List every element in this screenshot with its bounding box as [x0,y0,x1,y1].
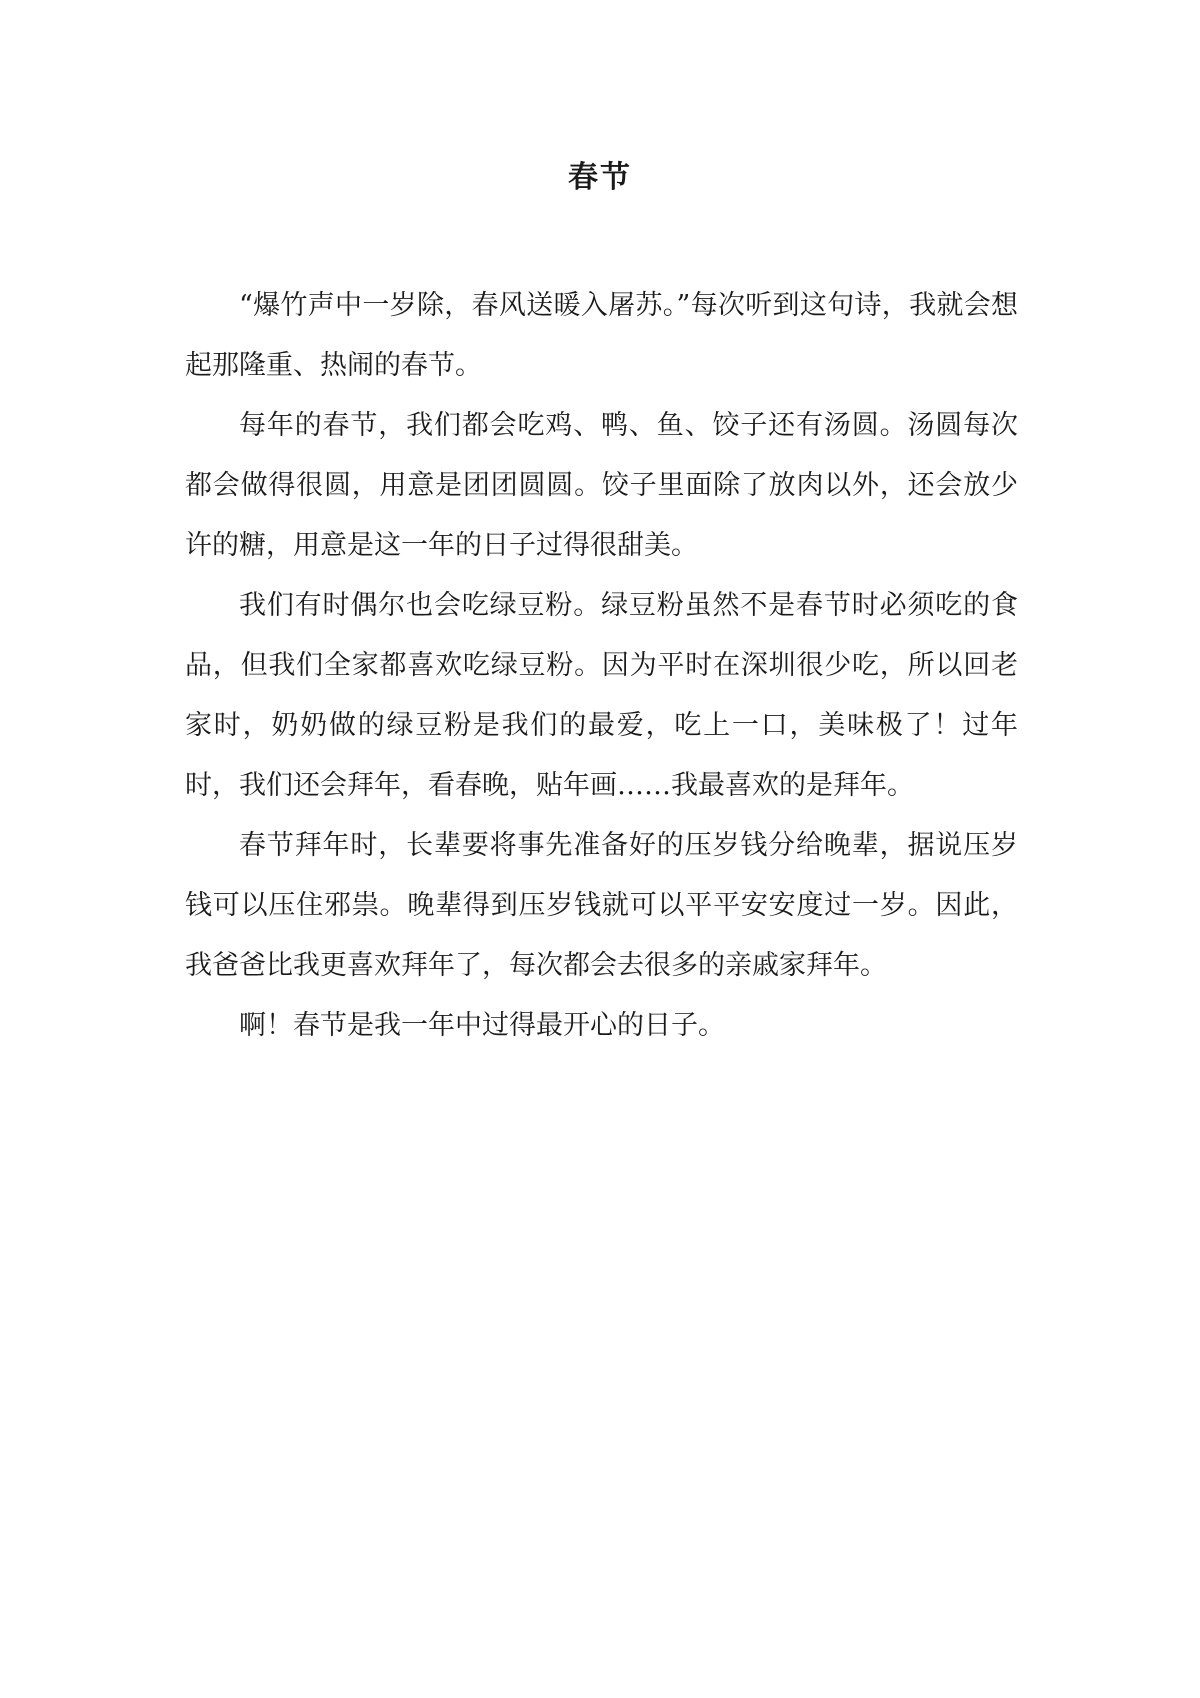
document-title: 春节 [568,160,632,195]
paragraph-3: 我们有时偶尔也会吃绿豆粉。绿豆粉虽然不是春节时必须吃的食品，但我们全家都喜欢吃绿豆粉。因为平时在深圳很少吃，所以回老家时，奶奶做的绿豆粉是我们的最爱，吃上一口，美味极了！过年时，我们还会拜年，看春晚，贴年画……我最喜欢的是拜年。 [185,590,1018,801]
paragraph-2: 每年的春节，我们都会吃鸡、鸭、鱼、饺子还有汤圆。汤圆每次都会做得很圆，用意是团团圆圆。饺子里面除了放肉以外，还会放少许的糖，用意是这一年的日子过得很甜美。 [185,410,1018,561]
paragraph-4: 春节拜年时，长辈要将事先准备好的压岁钱分给晚辈，据说压岁钱可以压住邪祟。晚辈得到压岁钱就可以平平安安度过一岁。因此，我爸爸比我更喜欢拜年了，每次都会去很多的亲戚家拜年。 [185,830,1018,981]
document-body [185,276,1018,1056]
paragraph-1: “爆竹声中一岁除，春风送暖入屠苏。”每次听到这句诗，我就会想起那隆重、热闹的春节。 [185,290,1018,381]
paragraph-5: 啊！春节是我一年中过得最开心的日子。 [239,1010,725,1041]
